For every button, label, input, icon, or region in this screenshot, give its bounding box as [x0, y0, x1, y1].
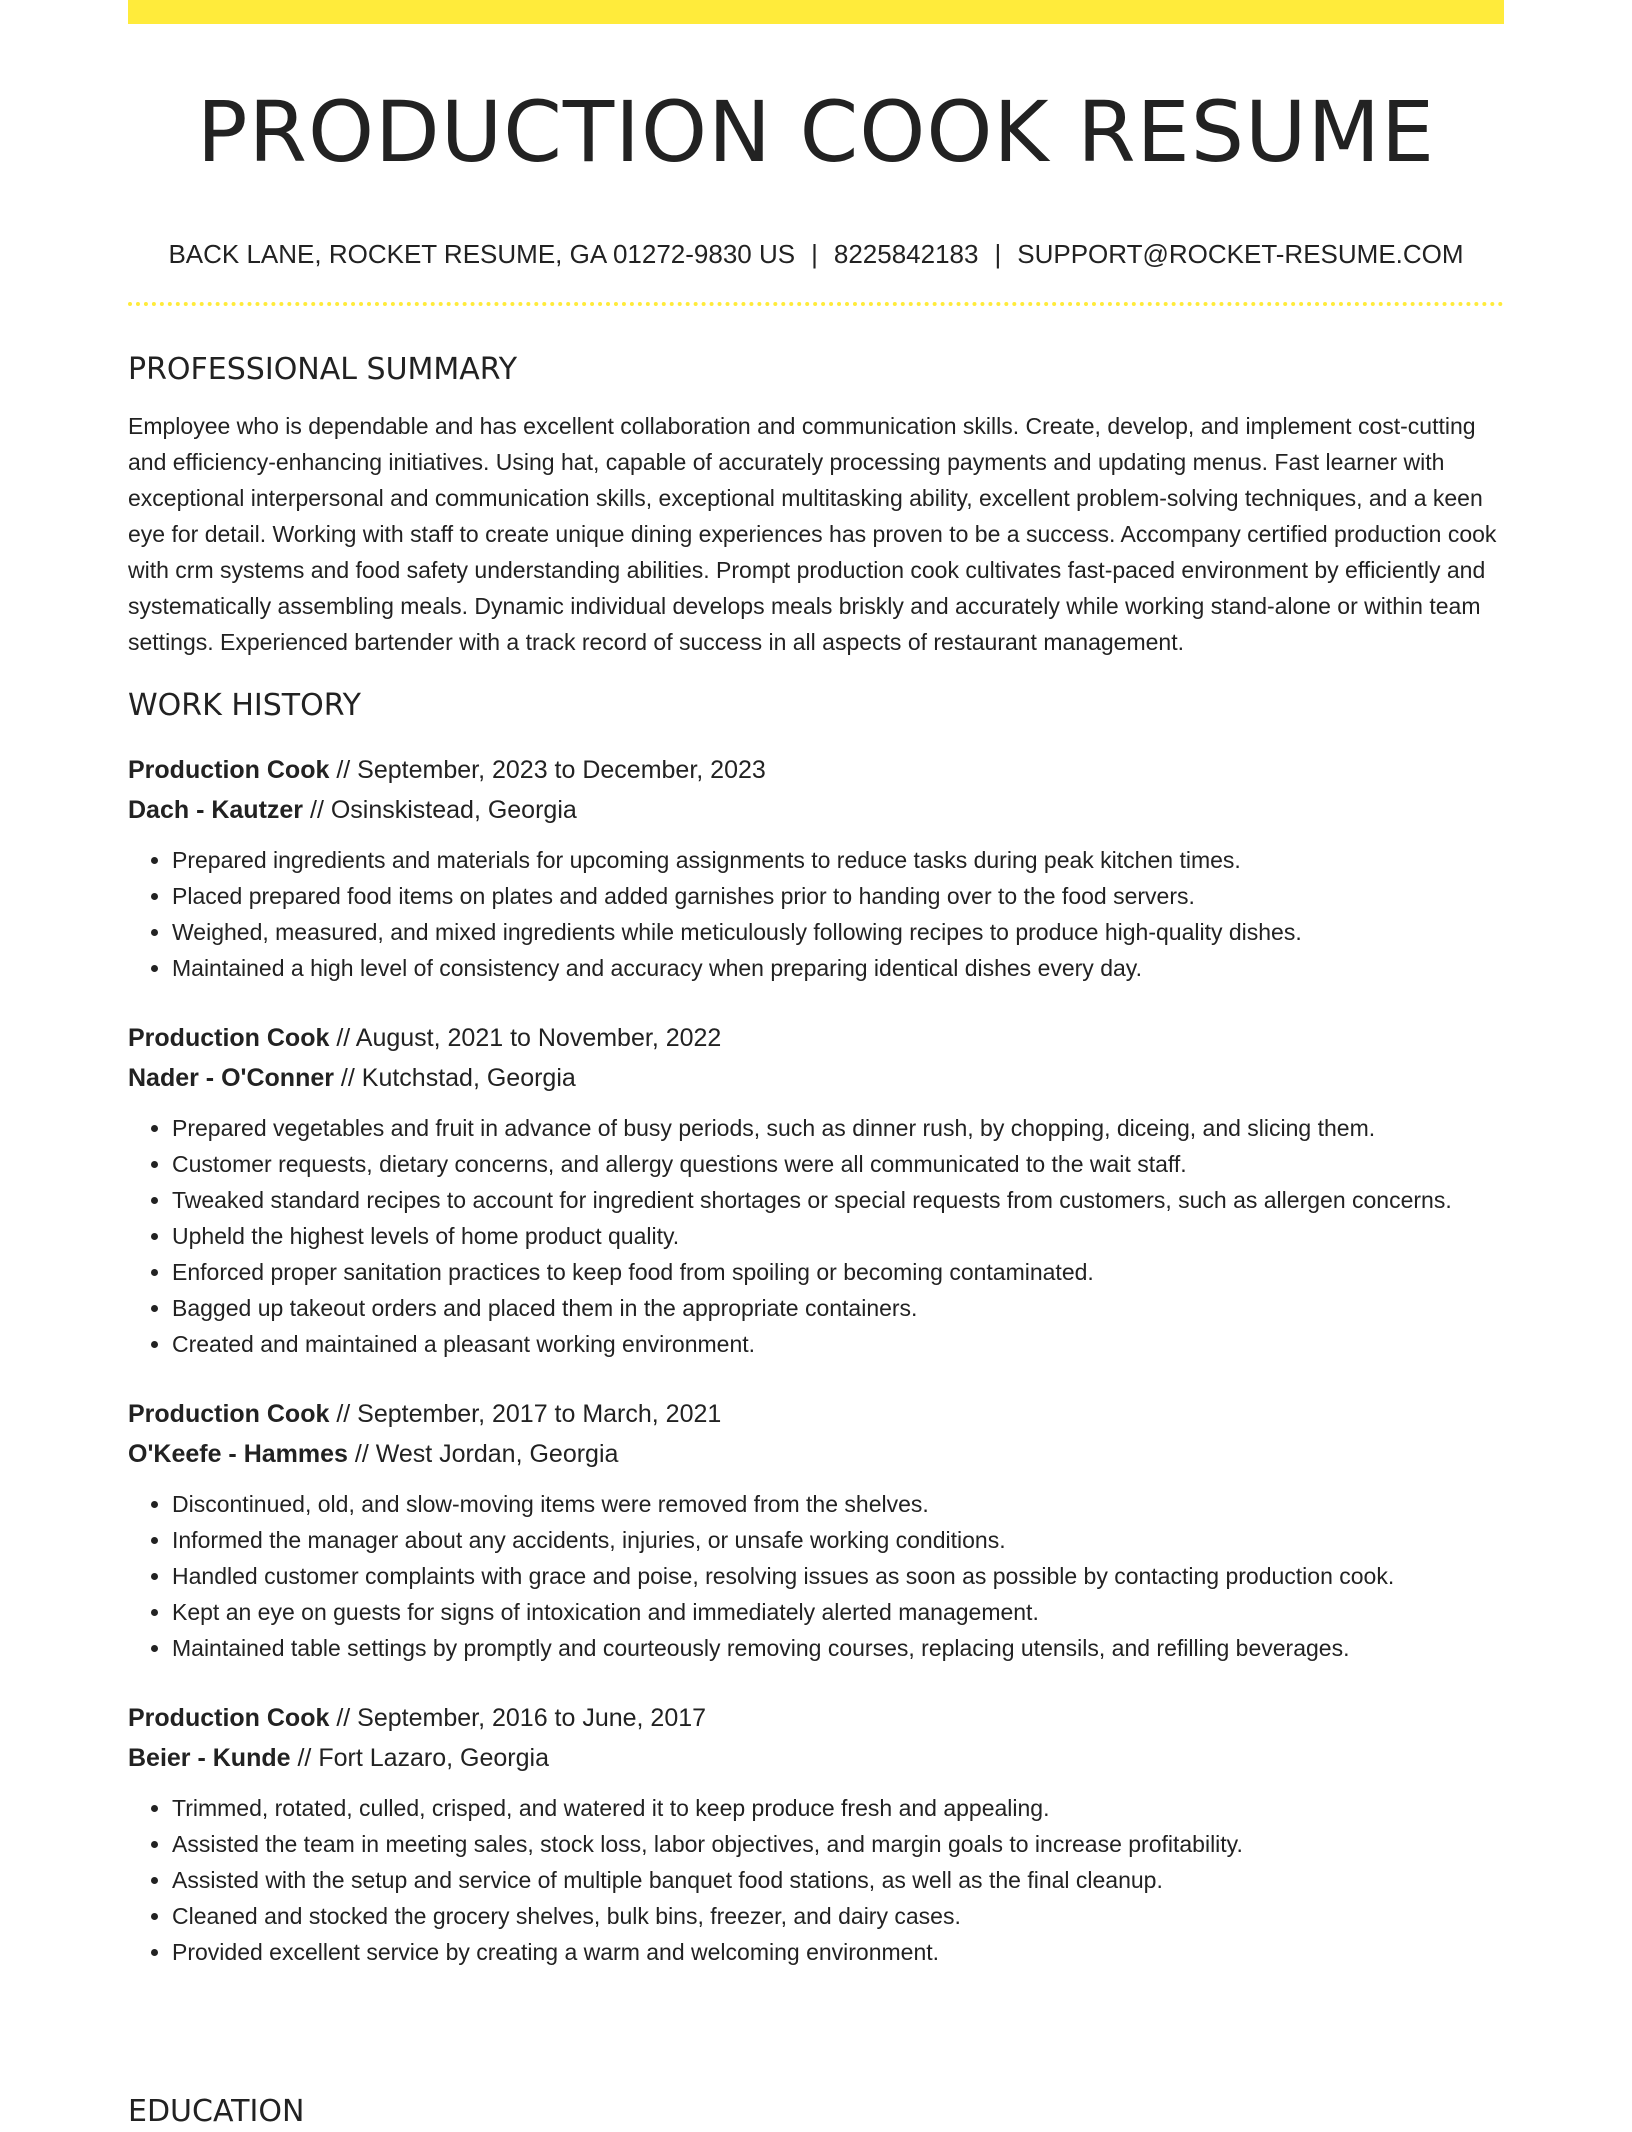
job-title: Production Cook — [128, 756, 330, 784]
job-bullets — [128, 842, 1504, 986]
job-entry — [128, 1394, 1504, 1666]
resume-page — [128, 0, 1504, 2129]
job-bullet: • Placed prepared food items on plates and added garnishes prior to handing over to the food servers. — [172, 878, 1504, 914]
work-history-heading: WORK HISTORY — [128, 688, 361, 723]
job-company-line — [128, 1058, 1504, 1098]
contact-line — [128, 236, 1504, 272]
summary-text: Employee who is dependable and has excellent collaboration and communication skills. Create, develop, and implement cost-cutting and efficiency-enhancing initiatives. Using hat, capable of accurately processing payments and updating menus. Fast learner with exceptional interpersonal and communication skills, exceptional multitasking ability, excellent problem-solving techniques, and a keen eye for detail. Working with staff to create unique dining experiences has proven to be a success. Accompany certified production cook with crm systems and food safety understanding abilities. Prompt production cook cultivates fast-paced environment by efficiently and systematically assembling meals. Dynamic individual develops meals briskly and accurately while working stand-alone or within team settings. Experienced bartender with a track record of success in all aspects of restaurant management. — [128, 413, 1497, 655]
job-entry — [128, 1698, 1504, 1970]
job-bullets — [128, 1110, 1504, 1362]
job-company: Beier - Kunde — [128, 1744, 291, 1772]
job-bullets — [128, 1790, 1504, 1970]
job-dates: // September, 2017 to March, 2021 — [329, 1400, 722, 1428]
dotted-divider — [128, 302, 1504, 306]
job-title: Production Cook — [128, 1704, 330, 1732]
job-bullet: • Assisted with the setup and service of multiple banquet food stations, as well as the final cleanup. — [172, 1862, 1504, 1898]
job-bullet: • Discontinued, old, and slow-moving items were removed from the shelves. — [172, 1486, 1504, 1522]
job-company-line — [128, 790, 1504, 830]
contact-address: BACK LANE, ROCKET RESUME, GA 01272-9830 US — [168, 239, 796, 269]
job-title: Production Cook — [128, 1400, 330, 1428]
job-bullets — [128, 1486, 1504, 1666]
job-title-line — [128, 1394, 1504, 1434]
job-location: // Osinskistead, Georgia — [303, 796, 577, 824]
job-bullet: • Assisted the team in meeting sales, stock loss, labor objectives, and margin goals to increase profitability. — [172, 1826, 1504, 1862]
job-dates: // August, 2021 to November, 2022 — [329, 1024, 722, 1052]
job-bullet: • Maintained a high level of consistency and accuracy when preparing identical dishes every day. — [172, 950, 1504, 986]
job-bullet: • Trimmed, rotated, culled, crisped, and watered it to keep produce fresh and appealing. — [172, 1790, 1504, 1826]
job-bullet: • Enforced proper sanitation practices to keep food from spoiling or becoming contaminated. — [172, 1254, 1504, 1290]
contact-separator: | — [811, 239, 818, 269]
job-dates: // September, 2023 to December, 2023 — [329, 756, 766, 784]
job-entry — [128, 1018, 1504, 1362]
job-title-line — [128, 1018, 1504, 1058]
job-bullet: • Prepared vegetables and fruit in advance of busy periods, such as dinner rush, by chopping, diceing, and slicing them. — [172, 1110, 1504, 1146]
top-accent-bar — [128, 0, 1504, 24]
job-bullet: • Informed the manager about any accidents, injuries, or unsafe working conditions. — [172, 1522, 1504, 1558]
job-title-line — [128, 750, 1504, 790]
job-company: Nader - O'Conner — [128, 1064, 334, 1092]
job-bullet: • Tweaked standard recipes to account for ingredient shortages or special requests from customers, such as allergen concerns. — [172, 1182, 1504, 1218]
job-dates: // September, 2016 to June, 2017 — [329, 1704, 707, 1732]
job-bullet: • Handled customer complaints with grace and poise, resolving issues as soon as possible by contacting production cook. — [172, 1558, 1504, 1594]
job-location: // Fort Lazaro, Georgia — [290, 1744, 549, 1772]
job-entry — [128, 750, 1504, 986]
job-bullet: • Maintained table settings by promptly and courteously removing courses, replacing utensils, and refilling beverages. — [172, 1630, 1504, 1666]
job-company: O'Keefe - Hammes — [128, 1440, 348, 1468]
education-heading: EDUCATION — [128, 2094, 305, 2129]
contact-separator: | — [994, 239, 1002, 269]
job-bullet: • Customer requests, dietary concerns, and allergy questions were all communicated to the wait staff. — [172, 1146, 1504, 1182]
contact-email: SUPPORT@ROCKET-RESUME.COM — [1017, 239, 1464, 269]
job-bullet: • Prepared ingredients and materials for upcoming assignments to reduce tasks during peak kitchen times. — [172, 842, 1504, 878]
job-bullet: • Kept an eye on guests for signs of intoxication and immediately alerted management. — [172, 1594, 1504, 1630]
job-bullet: • Cleaned and stocked the grocery shelves, bulk bins, freezer, and dairy cases. — [172, 1898, 1504, 1934]
job-title: Production Cook — [128, 1024, 330, 1052]
resume-title: PRODUCTION COOK RESUME — [196, 83, 1436, 181]
job-bullet: • Created and maintained a pleasant working environment. — [172, 1326, 1504, 1362]
job-bullet: • Bagged up takeout orders and placed them in the appropriate containers. — [172, 1290, 1504, 1326]
job-company-line — [128, 1738, 1504, 1778]
job-company-line — [128, 1434, 1504, 1474]
job-location: // West Jordan, Georgia — [347, 1440, 619, 1468]
job-location: // Kutchstad, Georgia — [333, 1064, 576, 1092]
job-bullet: • Provided excellent service by creating a warm and welcoming environment. — [172, 1934, 1504, 1970]
summary-heading: PROFESSIONAL SUMMARY — [128, 352, 518, 387]
job-title-line — [128, 1698, 1504, 1738]
job-bullet: • Upheld the highest levels of home product quality. — [172, 1218, 1504, 1254]
contact-phone: 8225842183 — [833, 239, 979, 269]
job-company: Dach - Kautzer — [128, 796, 304, 824]
job-bullet: • Weighed, measured, and mixed ingredients while meticulously following recipes to produce high-quality dishes. — [172, 914, 1504, 950]
